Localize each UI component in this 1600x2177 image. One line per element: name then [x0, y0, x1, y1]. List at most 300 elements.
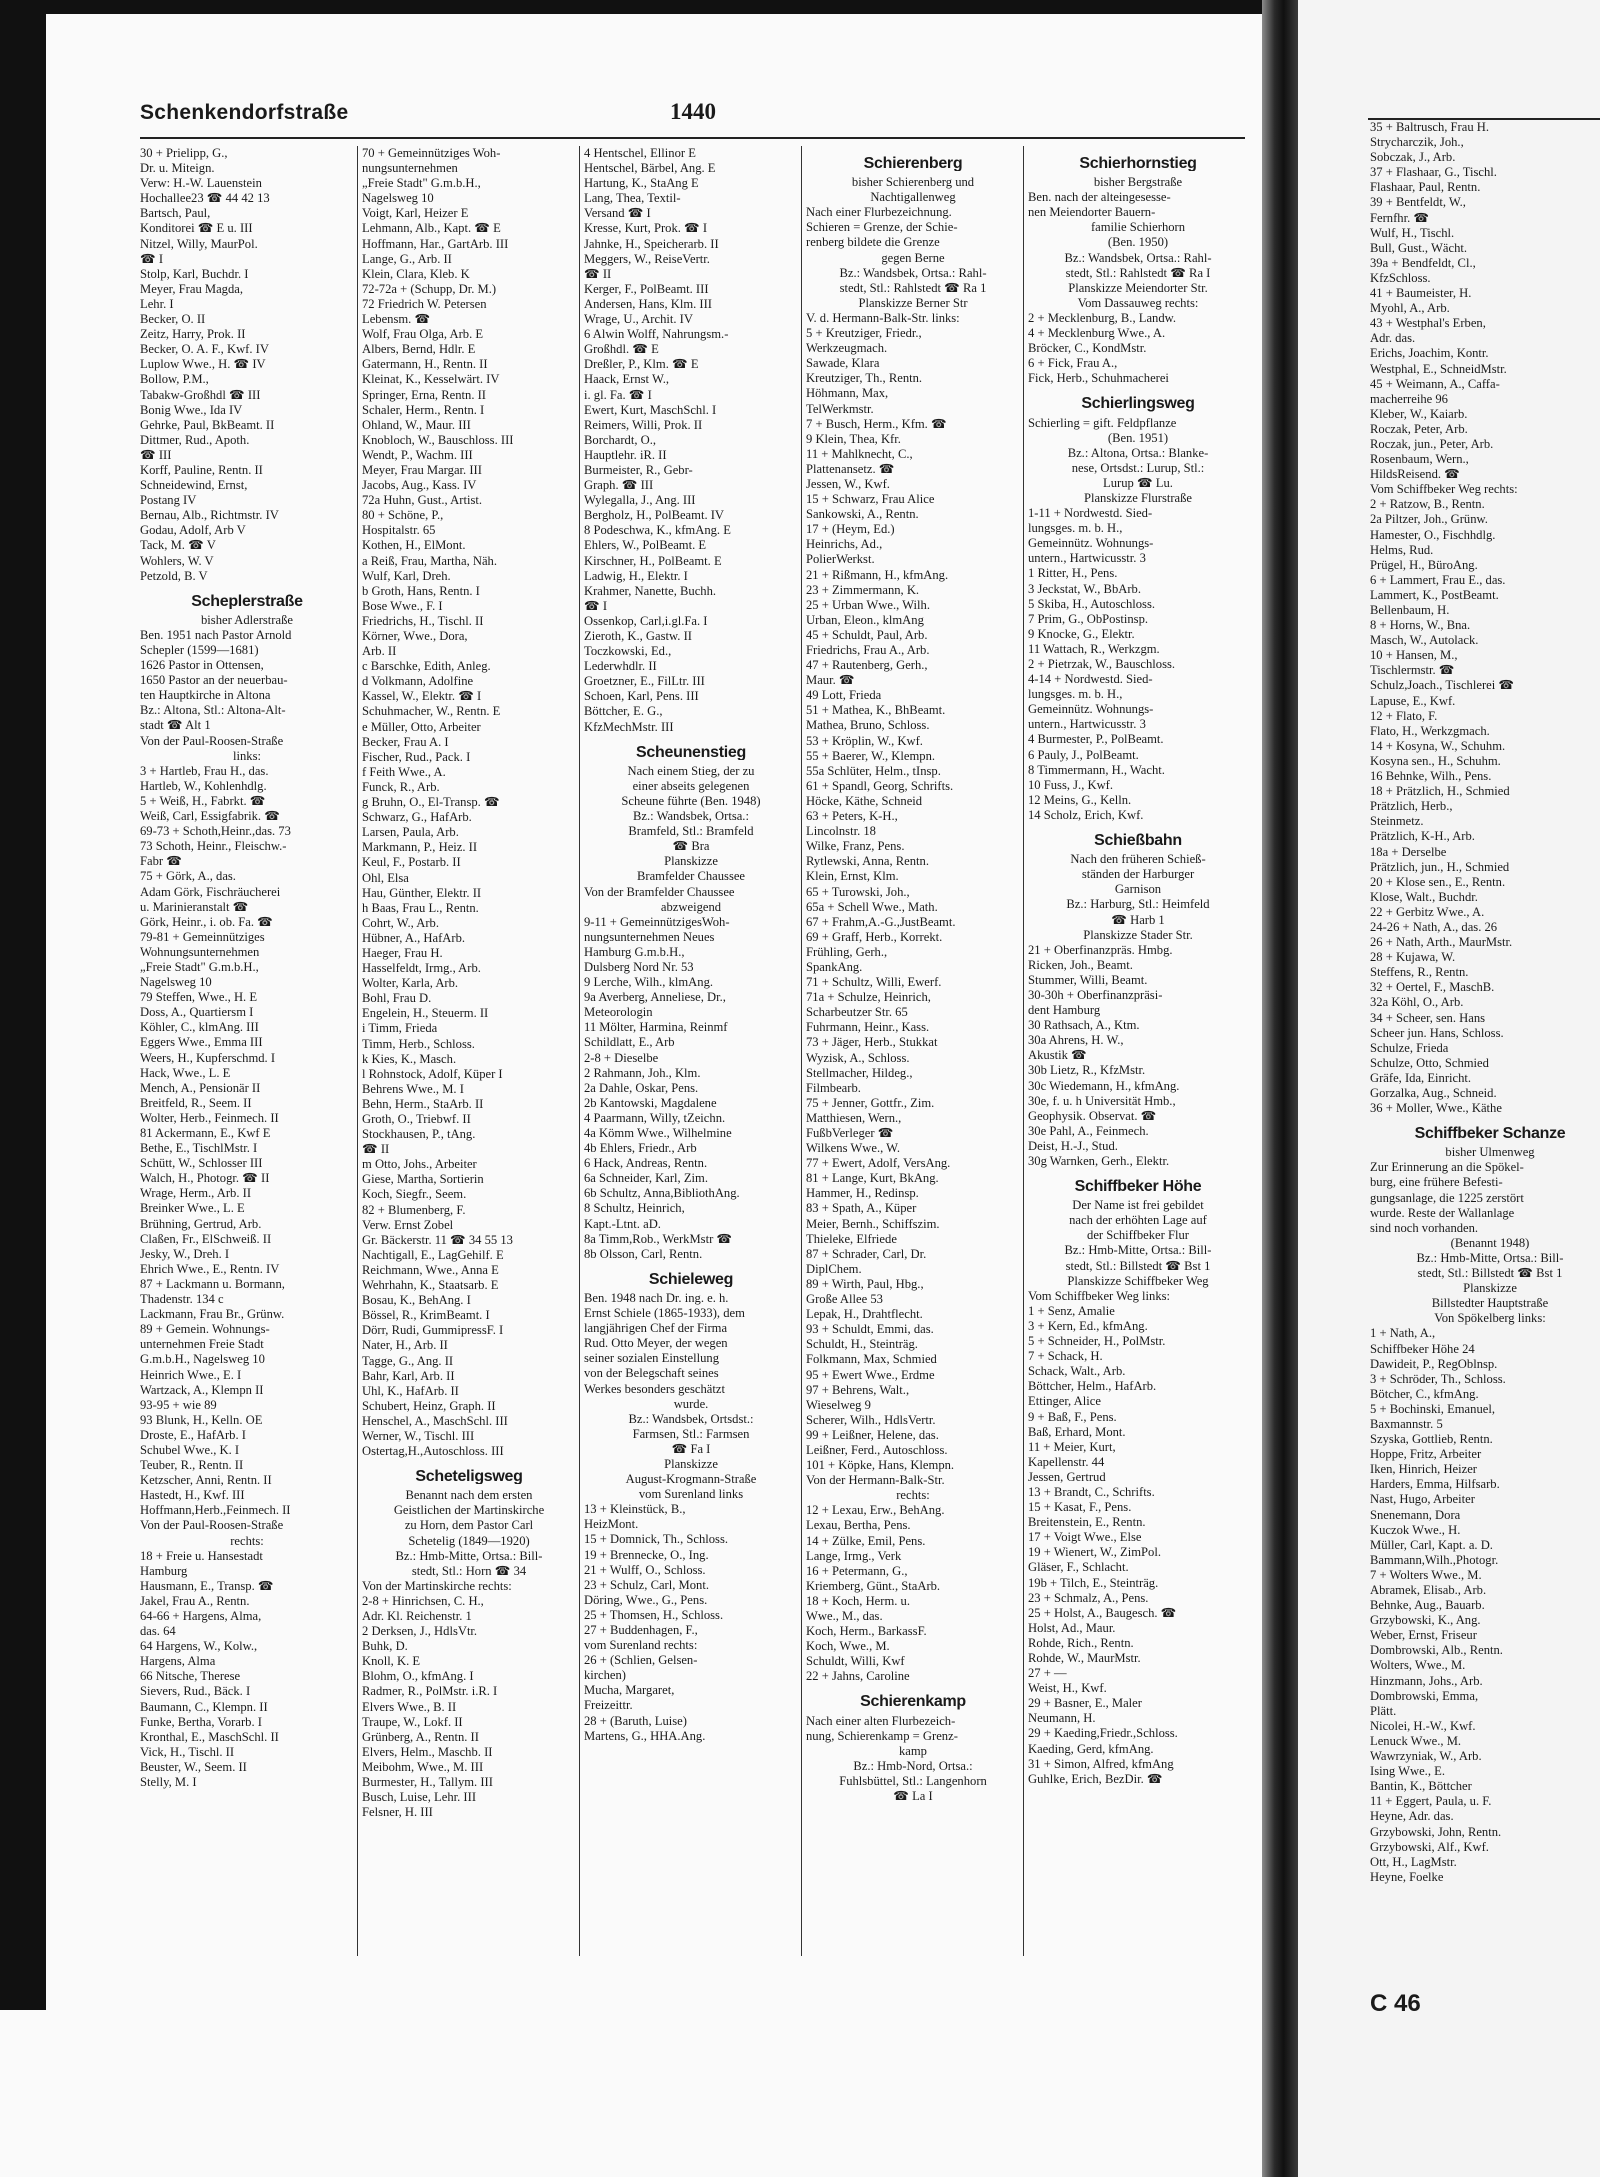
- directory-entry: 5 + Kreutziger, Friedr.,: [806, 326, 922, 341]
- directory-entry: Elvers, Helm., Maschb. II: [362, 1744, 493, 1759]
- directory-entry: 18 + Freie u. Hansestadt: [140, 1548, 263, 1563]
- directory-entry: Funck, R., Arb.: [362, 779, 440, 794]
- directory-entry: langjährigen Chef der Firma: [584, 1321, 728, 1336]
- directory-entry: Funke, Bertha, Vorarb. I: [140, 1714, 262, 1729]
- directory-entry: Beuster, W., Seem. II: [140, 1759, 247, 1774]
- directory-entry: 23 + Schmalz, A., Pens.: [1028, 1590, 1149, 1605]
- directory-entry: Hübner, A., HafArb.: [362, 930, 466, 945]
- directory-entry: Vom Schiffbeker Weg links:: [1028, 1288, 1171, 1303]
- directory-entry: 15 + Domnick, Th., Schloss.: [584, 1532, 729, 1547]
- directory-entry: Klein, Ernst, Klm.: [806, 869, 899, 884]
- street-note: Billstedter Hauptstraße: [1431, 1296, 1549, 1311]
- directory-entry: Droste, E., HafArb. I: [140, 1427, 246, 1442]
- directory-entry: 73 + Jäger, Herb., Stukkat: [806, 1035, 938, 1050]
- directory-entry: 32a Köhl, O., Arb.: [1370, 995, 1464, 1010]
- directory-entry: Lange, Irmg., Verk: [806, 1548, 902, 1563]
- directory-entry: Heinrichs, Ad.,: [806, 537, 883, 552]
- directory-entry: Zieroth, K., Gastw. II: [584, 629, 692, 643]
- directory-entry: Wrage, U., Archit. IV: [584, 312, 693, 327]
- directory-entry: Vick, H., Tischl. II: [140, 1744, 235, 1759]
- directory-entry: Fick, Herb., Schuhmacherei: [1028, 371, 1169, 386]
- directory-entry: Hartleb, W., Kohlenhdlg.: [140, 778, 267, 793]
- directory-entry: Sawade, Klara: [806, 356, 880, 371]
- directory-entry: Tagge, G., Ang. II: [362, 1353, 454, 1368]
- directory-entry: Wawrzyniak, W., Arb.: [1370, 1749, 1482, 1764]
- directory-entry: 49 Lott, Frieda: [806, 688, 882, 703]
- directory-entry: vom Surenland rechts:: [584, 1638, 698, 1653]
- directory-entry: Dombrowski, Alb., Rentn.: [1370, 1643, 1503, 1658]
- directory-entry: 10 + Hansen, M.,: [1370, 648, 1458, 663]
- directory-entry: Bernau, Alb., Richtmstr. IV: [140, 508, 279, 523]
- directory-entry: Gemeinnütz. Wohnungs-: [1028, 536, 1154, 551]
- street-note: Vom Dassauweg rechts:: [1077, 295, 1199, 310]
- directory-entry: Behrens Wwe., M. I: [362, 1081, 464, 1096]
- directory-entry: 39 + Bentfeldt, W.,: [1370, 195, 1466, 210]
- directory-entry: DiplChem.: [806, 1261, 862, 1276]
- directory-entry: FußbVerleger ☎: [806, 1126, 894, 1140]
- directory-entry: 37 + Flashaar, G., Tischl.: [1370, 165, 1497, 180]
- directory-entry: Versand ☎ I: [584, 206, 651, 221]
- directory-entry: Meggers, W., ReiseVertr.: [584, 251, 710, 266]
- directory-entry: Reimers, Willi, Prok. II: [584, 417, 703, 432]
- directory-entry: 2 + Pietrzak, W., Bauschloss.: [1028, 657, 1176, 671]
- street-heading: Schiffbeker Höhe: [1074, 1179, 1202, 1195]
- directory-entry: 41 + Baumeister, H.: [1370, 286, 1472, 301]
- directory-entry: 21 + Oberfinanzpräs. Hmbg.: [1028, 942, 1173, 957]
- directory-entry: Masch, W., Autolack.: [1370, 633, 1479, 648]
- directory-entry: k Kies, K., Masch.: [362, 1051, 457, 1066]
- directory-entry: Schwarz, G., HafArb.: [362, 810, 472, 825]
- directory-entry: Grzybowski, K., Ang.: [1370, 1613, 1481, 1628]
- directory-entry: Nagelsweg 10: [140, 975, 212, 990]
- directory-entry: 7 + Schack, H.: [1028, 1349, 1103, 1364]
- directory-entry: Szyska, Gottlieb, Rentn.: [1370, 1432, 1493, 1447]
- directory-entry: 14 + Kosyna, W., Schuhm.: [1370, 738, 1506, 753]
- directory-entry: 6 Pauly, J., PolBeamt.: [1028, 747, 1139, 762]
- street-heading: Scheteligsweg: [415, 1469, 523, 1485]
- directory-entry: 7 + Wolters Wwe., M.: [1370, 1567, 1482, 1582]
- directory-entry: 13 + Kleinstück, B.,: [584, 1502, 686, 1517]
- directory-entry: Albers, Bernd, Hdlr. E: [362, 342, 476, 357]
- directory-entry: Dr. u. Miteign.: [140, 161, 215, 176]
- directory-entry: 8b Olsson, Carl, Rentn.: [584, 1246, 703, 1261]
- directory-entry: 72-72a + (Schupp, Dr. M.): [362, 281, 497, 296]
- directory-entry: Reichmann, Wwe., Anna E: [362, 1262, 499, 1277]
- directory-entry: Freizeittr.: [584, 1698, 633, 1713]
- directory-entry: Ketzscher, Anni, Rentn. II: [140, 1473, 272, 1488]
- street-note: Bz.: Hmb-Mitte, Ortsa.: Bill-: [1416, 1250, 1564, 1265]
- street-note: stedt, Stl.: Horn ☎ 34: [411, 1563, 527, 1578]
- directory-entry: 55 + Baerer, W., Klempn.: [806, 748, 936, 763]
- directory-entry: 26 + Nath, Arth., MaurMstr.: [1370, 935, 1513, 950]
- directory-entry: PolierWerkst.: [806, 552, 875, 567]
- directory-entry: Felsner, H. III: [362, 1805, 433, 1820]
- street-note: August-Krogmann-Straße: [625, 1472, 757, 1487]
- directory-entry: Meier, Bernh., Schiffszim.: [806, 1216, 940, 1231]
- directory-column-5: [1028, 146, 1248, 1787]
- directory-entry: Kriemberg, Günt., StaArb.: [806, 1578, 941, 1593]
- directory-entry: Bonig Wwe., Ida IV: [140, 402, 243, 417]
- directory-entry: Prügel, H., BüroAng.: [1370, 557, 1478, 572]
- directory-entry: Giese, Martha, Sortierin: [362, 1172, 484, 1187]
- directory-entry: Borchardt, O.,: [584, 432, 657, 447]
- directory-entry: 18 + Prätzlich, H., Schmied: [1370, 784, 1510, 799]
- page-number: 1440: [670, 99, 716, 124]
- directory-entry: Werkzeugmach.: [806, 341, 888, 356]
- directory-entry: Von der Bramfelder Chaussee: [584, 884, 735, 899]
- directory-entry: Verw: H.-W. Lauenstein: [140, 176, 262, 191]
- street-note: ☎ Fa I: [671, 1441, 711, 1456]
- street-note: nese, Ortsdst.: Lurup, Stl.:: [1071, 460, 1205, 475]
- directory-entry: 4-14 + Nordwestd. Sied-: [1028, 672, 1153, 687]
- directory-entry: Wilke, Franz, Pens.: [806, 839, 905, 854]
- directory-entry: Schepler (1599—1681): [140, 643, 259, 657]
- directory-entry: 22 + Jahns, Caroline: [806, 1669, 910, 1684]
- directory-entry: Meyer, Frau Magda,: [140, 281, 244, 296]
- directory-entry: Schuldt, Willi, Kwf: [806, 1654, 905, 1669]
- directory-entry: Köhler, C., klmAng. III: [140, 1020, 259, 1035]
- street-note: Bramfelder Chaussee: [636, 869, 746, 884]
- directory-entry: 69 + Graff, Herb., Korrekt.: [806, 929, 943, 944]
- directory-entry: 16 + Petermann, G.,: [806, 1563, 908, 1578]
- street-note: zu Horn, dem Pastor Carl: [404, 1518, 534, 1533]
- directory-entry: Wendt, P., Wachm. III: [362, 447, 473, 462]
- directory-entry: Gorzalka, Aug., Schneid.: [1370, 1086, 1497, 1100]
- directory-entry: Vom Schiffbeker Weg rechts:: [1370, 482, 1518, 497]
- scan-border-left: [0, 0, 46, 2010]
- street-note: Garnison: [1114, 882, 1162, 897]
- directory-entry: 25 + Holst, A., Baugesch. ☎: [1028, 1605, 1177, 1620]
- page-bottom: [0, 2010, 1262, 2177]
- directory-entry: Jahnke, H., Speicherarb. II: [584, 236, 719, 251]
- directory-entry: g Bruhn, O., El-Transp. ☎: [362, 795, 500, 810]
- directory-entry: 3 + Schröder, Th., Schloss.: [1370, 1371, 1506, 1386]
- directory-entry: lungsges. m. b. H.,: [1028, 521, 1123, 536]
- directory-entry: Hoffmann,Herb.,Feinmech. II: [140, 1503, 291, 1518]
- directory-entry: l Rohnstock, Adolf, Küper I: [362, 1066, 503, 1081]
- directory-entry: sind noch vorhanden.: [1370, 1220, 1479, 1235]
- directory-entry: Dreßler, P., Klm. ☎ E: [584, 357, 699, 372]
- directory-entry: Matthiesen, Wern.,: [806, 1110, 902, 1125]
- directory-entry: macherreihe 96: [1370, 391, 1448, 406]
- directory-entry: 19b + Tilch, E., Steinträg.: [1028, 1575, 1159, 1590]
- directory-entry: 4 Burmester, P., PolBeamt.: [1028, 732, 1164, 747]
- directory-entry: Thadenstr. 134 c: [140, 1292, 224, 1307]
- street-note: Nach den früheren Schieß-: [1070, 852, 1206, 867]
- directory-entry: Nagelsweg 10: [362, 191, 434, 206]
- directory-entry: Jacobs, Aug., Kass. IV: [362, 478, 477, 493]
- directory-entry: 71a + Schulze, Heinrich,: [806, 990, 931, 1005]
- running-head: [140, 95, 1245, 139]
- directory-entry: 29 + Basner, E., Maler: [1028, 1696, 1142, 1711]
- directory-column-2: [362, 146, 576, 1820]
- directory-entry: Tabakw-Großhdl ☎ III: [140, 387, 261, 402]
- street-note: stedt, Stl.: Billstedt ☎ Bst 1: [1417, 1266, 1563, 1281]
- directory-column-1: [140, 146, 354, 1790]
- street-note: vom Surenland links: [638, 1487, 744, 1502]
- directory-entry: c Barschke, Edith, Anleg.: [362, 659, 491, 674]
- directory-entry: 65a + Schell Wwe., Math.: [806, 899, 938, 914]
- directory-entry: Springer, Erna, Rentn. II: [362, 387, 487, 402]
- directory-entry: Ossenkop, Carl,i.gl.Fa. I: [584, 613, 708, 628]
- directory-entry: Ewert, Kurt, MaschSchl. I: [584, 402, 717, 417]
- directory-entry: Helms, Rud.: [1370, 542, 1434, 557]
- directory-entry: Wolter, Karla, Arb.: [362, 976, 459, 991]
- directory-entry: Klein, Clara, Kleb. K: [362, 266, 470, 281]
- directory-entry: Kresse, Kurt, Prok. ☎ I: [584, 221, 708, 236]
- directory-entry: 26 + (Schlien, Gelsen-: [584, 1653, 698, 1668]
- directory-entry: Müller, Carl, Kapt. a. D.: [1370, 1537, 1493, 1552]
- directory-entry: 12 + Lexau, Erw., BehAng.: [806, 1503, 945, 1518]
- directory-entry: ☎ I: [584, 598, 608, 613]
- directory-entry: Cohrt, W., Arb.: [362, 915, 439, 930]
- directory-entry: 45 + Schuldt, Paul, Arb.: [806, 627, 928, 642]
- directory-entry: Lepak, H., Drahtflecht.: [806, 1307, 923, 1322]
- directory-entry: Henschel, A., MaschSchl. III: [362, 1413, 508, 1428]
- directory-entry: Lackmann, Frau Br., Grünw.: [140, 1307, 285, 1322]
- directory-entry: 27 + Buddenhagen, F.,: [584, 1623, 698, 1637]
- directory-entry: Plattenansetz. ☎: [806, 461, 895, 476]
- directory-entry: 15 + Kasat, F., Pens.: [1028, 1500, 1132, 1515]
- directory-entry: Doss, A., Quartiersm I: [140, 1005, 254, 1020]
- directory-entry: 30e, f. u. h Universität Hmb.,: [1028, 1093, 1176, 1108]
- directory-entry: Hack, Wwe., L. E: [140, 1065, 231, 1080]
- directory-entry: Flato, H., Werkzgmach.: [1370, 723, 1490, 738]
- directory-entry: Strycharczik, Joh.,: [1370, 135, 1464, 150]
- directory-entry: Dörr, Rudi, GummipressF. I: [362, 1323, 504, 1338]
- directory-entry: Kapellenstr. 44: [1028, 1454, 1105, 1469]
- directory-entry: Böttcher, E. G.,: [584, 704, 663, 719]
- street-note: (Ben. 1951): [1107, 430, 1169, 445]
- directory-entry: 9 + Baß, F., Pens.: [1028, 1409, 1117, 1424]
- directory-entry: 72 Friedrich W. Petersen: [362, 296, 487, 311]
- directory-entry: 64-66 + Hargens, Alma,: [140, 1609, 262, 1623]
- directory-entry: Holst, Ad., Maur.: [1028, 1620, 1116, 1635]
- directory-entry: 53 + Kröplin, W., Kwf.: [806, 733, 923, 748]
- directory-entry: 9-11 + GemeinnützigesWoh-: [584, 914, 730, 929]
- directory-entry: 69-73 + Schoth,Heinr.,das. 73: [140, 824, 291, 839]
- directory-entry: ☎ II: [362, 1142, 390, 1157]
- directory-entry: stadt ☎ Alt 1: [140, 718, 211, 733]
- directory-entry: 9 Klein, Thea, Kfr.: [806, 431, 901, 446]
- directory-entry: 18a + Derselbe: [1370, 844, 1447, 859]
- directory-entry: Iken, Hinrich, Heizer: [1370, 1462, 1477, 1477]
- street-note: Bz.: Harburg, Stl.: Heimfeld: [1066, 897, 1210, 912]
- street-note: Planskizze Berner Str: [858, 295, 968, 310]
- directory-entry: Bz.: Altona, Stl.: Altona-Alt-: [140, 703, 286, 718]
- directory-entry: Schulze, Otto, Schmied: [1370, 1055, 1489, 1070]
- street-note: Planskizze: [1463, 1281, 1517, 1296]
- directory-entry: e Müller, Otto, Arbeiter: [362, 719, 481, 734]
- directory-entry: 73 Schoth, Heinr., Fleischw.-: [140, 839, 287, 854]
- directory-entry: Ostertag,H.,Autoschloss. III: [362, 1444, 504, 1459]
- directory-entry: i Timm, Frieda: [362, 1021, 438, 1036]
- directory-entry: Fuhrmann, Heinr., Kass.: [806, 1020, 930, 1035]
- directory-entry: 77 + Ewert, Adolf, VersAng.: [806, 1156, 951, 1171]
- directory-entry: 17 + (Heym, Ed.): [806, 522, 895, 537]
- directory-entry: Hau, Günther, Elektr. II: [362, 885, 482, 900]
- directory-entry: Rosenbaum, Wern.,: [1370, 452, 1469, 467]
- directory-entry: G.m.b.H., Nagelsweg 10: [140, 1352, 265, 1367]
- directory-entry: Schulz,Joach., Tischlerei ☎: [1370, 678, 1515, 693]
- directory-entry: Geophysik. Observat. ☎: [1028, 1108, 1157, 1123]
- directory-entry: Wieselweg 9: [806, 1397, 871, 1412]
- directory-entry: 2a Dahle, Oskar, Pens.: [584, 1080, 699, 1095]
- directory-entry: Neumann, H.: [1028, 1711, 1096, 1726]
- directory-entry: Ettinger, Alice: [1028, 1394, 1101, 1409]
- directory-entry: 21 + Wulff, O., Schloss.: [584, 1562, 706, 1577]
- directory-entry: Koch, Herm., BarkassF.: [806, 1624, 927, 1639]
- column-divider: [1023, 146, 1024, 1956]
- directory-entry: 61 + Spandl, Georg, Schrifts.: [806, 778, 954, 793]
- directory-entry: f Feith Wwe., A.: [362, 764, 446, 779]
- directory-entry: Böttcher, Helm., HafArb.: [1028, 1379, 1157, 1394]
- directory-entry: Sobczak, J., Arb.: [1370, 150, 1456, 165]
- directory-entry: ten Hauptkirche in Altona: [140, 688, 271, 703]
- street-note: familie Schierhorn: [1090, 220, 1186, 235]
- street-note: ☎ La I: [893, 1789, 933, 1804]
- directory-entry: Maur. ☎: [806, 673, 855, 688]
- street-note: Fuhlsbüttel, Stl.: Langenhorn: [839, 1773, 987, 1788]
- directory-entry: Konditorei ☎ E u. III: [140, 221, 253, 236]
- directory-entry: Hamburg: [140, 1563, 188, 1578]
- directory-entry: 11 + Eggert, Paula, u. F.: [1370, 1794, 1492, 1809]
- directory-entry: Klose, Walt., Buchdr.: [1370, 889, 1478, 904]
- directory-entry: 22 + Gerbitz Wwe., A.: [1370, 904, 1485, 919]
- directory-entry: Kerger, F., PolBeamt. III: [584, 281, 709, 296]
- street-note: Planskizze: [664, 1456, 718, 1471]
- directory-entry: 36 + Moller, Wwe., Käthe: [1370, 1101, 1502, 1116]
- directory-entry: Höhmann, Max,: [806, 386, 889, 401]
- directory-entry: 8 Schultz, Heinrich,: [584, 1201, 685, 1216]
- directory-entry: 34 + Scheer, sen. Hans: [1370, 1010, 1486, 1025]
- directory-entry: 89 + Wirth, Paul, Hbg.,: [806, 1276, 924, 1291]
- directory-entry: 55a Schlüter, Helm., tInsp.: [806, 763, 941, 778]
- directory-entry: Sievers, Rud., Bäck. I: [140, 1684, 251, 1699]
- directory-entry: Schubert, Heinz, Graph. II: [362, 1398, 496, 1413]
- directory-entry: 4b Ehlers, Friedr., Arb: [584, 1141, 697, 1156]
- street-note: Planskizze Schiffbeker Weg: [1067, 1273, 1209, 1288]
- directory-entry: Stelly, M. I: [140, 1775, 197, 1790]
- street-note: einer abseits gelegenen: [632, 778, 750, 793]
- directory-entry: Ben. 1951 nach Pastor Arnold: [140, 627, 292, 642]
- directory-entry: 87 + Schrader, Carl, Dr.: [806, 1246, 927, 1261]
- directory-entry: 30-30h + Oberfinanzpräsi-: [1028, 987, 1163, 1002]
- directory-entry: Bethe, E., TischlMstr. I: [140, 1141, 258, 1156]
- directory-entry: Bose Wwe., F. I: [362, 598, 443, 613]
- directory-entry: Wilkens Wwe., W.: [806, 1141, 901, 1156]
- street-note: ☎ Harb 1: [1111, 912, 1165, 927]
- directory-entry: 23 + Schulz, Carl, Mont.: [584, 1577, 709, 1592]
- directory-entry: Wulf, Karl, Dreh.: [362, 568, 451, 583]
- street-note: nach der erhöhten Lage auf: [1069, 1213, 1207, 1228]
- directory-entry: Becker, O. A. F., Kwf. IV: [140, 342, 269, 357]
- street-heading: Schierhornstieg: [1079, 156, 1197, 172]
- directory-entry: Verw. Ernst Zobel: [362, 1217, 454, 1232]
- directory-entry: Groetzner, E., FilLtr. III: [584, 674, 705, 689]
- directory-entry: 6a Schneider, Karl, Zim.: [584, 1171, 708, 1186]
- directory-entry: 75 + Görk, A., das.: [140, 869, 236, 884]
- directory-entry: Rud. Otto Meyer, der wegen: [584, 1336, 728, 1351]
- directory-entry: Leißner, Ferd., Autoschloss.: [806, 1442, 948, 1457]
- directory-entry: Ohland, W., Maur. III: [362, 417, 471, 432]
- directory-entry: Andersen, Hans, Klm. III: [584, 296, 713, 311]
- directory-entry: Harders, Emma, Hilfsarb.: [1370, 1477, 1500, 1492]
- directory-entry: Bartsch, Paul,: [140, 206, 211, 221]
- directory-entry: Larsen, Paula, Arb.: [362, 825, 459, 840]
- directory-entry: 2b Kantowski, Magdalene: [584, 1095, 717, 1110]
- street-note: bisher Schierenberg und: [851, 175, 975, 190]
- directory-entry: 21 + Rißmann, H., kfmAng.: [806, 567, 949, 582]
- directory-entry: Guhlke, Erich, BezDir. ☎: [1028, 1771, 1163, 1786]
- directory-entry: 28 + Kujawa, W.: [1370, 950, 1456, 965]
- directory-entry: 19 + Wienert, W., ZimPol.: [1028, 1545, 1161, 1560]
- directory-entry: 63 + Peters, K-H.,: [806, 809, 898, 824]
- directory-entry: Steffens, R., Rentn.: [1370, 965, 1469, 980]
- directory-entry: Kothen, H., ElMont.: [362, 538, 466, 553]
- directory-entry: 35 + Baltrusch, Frau H.: [1370, 120, 1490, 134]
- directory-entry: 14 Scholz, Erich, Kwf.: [1028, 807, 1144, 822]
- directory-entry: Schoen, Karl, Pens. III: [584, 689, 699, 704]
- directory-entry: Kassel, W., Elektr. ☎ I: [362, 689, 482, 704]
- directory-entry: Nater, H., Arb. II: [362, 1338, 448, 1353]
- street-note: Schetelig (1849—1920): [408, 1533, 530, 1548]
- directory-entry: Lange, G., Arb. II: [362, 251, 452, 266]
- directory-entry: 8 + Horns, W., Bna.: [1370, 618, 1471, 633]
- directory-entry: 11 Mölter, Harmina, Reinmf: [584, 1020, 728, 1035]
- street-note: ☎ Bra: [672, 839, 710, 854]
- directory-entry: Ohl, Elsa: [362, 870, 409, 885]
- directory-entry: Görk, Heinr., i. ob. Fa. ☎: [140, 914, 273, 929]
- directory-entry: gungsanlage, die 1225 zerstört: [1370, 1190, 1524, 1205]
- directory-entry: 30a Ahrens, H. W.,: [1028, 1033, 1124, 1048]
- directory-entry: Burmester, H., Tallym. III: [362, 1775, 493, 1790]
- directory-entry: Sankowski, A., Rentn.: [806, 507, 919, 522]
- directory-entry: Ben. nach der alteingesesse-: [1028, 190, 1171, 205]
- directory-entry: Döring, Wwe., G., Pens.: [584, 1592, 708, 1607]
- directory-entry: 47 + Rautenberg, Gerh.,: [806, 658, 928, 673]
- directory-entry: 75 + Jenner, Gottfr., Zim.: [806, 1095, 935, 1110]
- directory-entry: Lincolnstr. 18: [806, 824, 876, 839]
- directory-entry: 80 + Schöne, P.,: [362, 508, 444, 523]
- directory-entry: 3 Jeckstat, W., BbArb.: [1028, 581, 1141, 596]
- directory-entry: kirchen): [584, 1668, 626, 1683]
- directory-entry: unternehmen Freie Stadt: [140, 1337, 264, 1352]
- directory-entry: Weber, Ernst, Friseur: [1370, 1628, 1477, 1643]
- directory-entry: 6b Schultz, Anna,BibliothAng.: [584, 1186, 740, 1201]
- directory-entry: 32 + Oertel, F., MaschB.: [1370, 980, 1495, 995]
- directory-entry: Claßen, Fr., ElSchweiß. II: [140, 1231, 272, 1246]
- directory-entry: Haeger, Frau H.: [362, 945, 443, 960]
- directory-entry: Bull, Gust., Wächt.: [1370, 240, 1468, 255]
- directory-entry: 101 + Köpke, Hans, Klempn.: [806, 1458, 955, 1473]
- street-heading: Schierlingsweg: [1081, 396, 1195, 412]
- directory-entry: Friedrichs, H., Tischl. II: [362, 613, 484, 628]
- directory-entry: Jessen, Gertrud: [1028, 1469, 1106, 1484]
- directory-entry: 24-26 + Nath, A., das. 26: [1370, 919, 1498, 934]
- directory-entry: m Otto, Johs., Arbeiter: [362, 1157, 477, 1172]
- directory-entry: Haack, Ernst W.,: [584, 372, 669, 387]
- directory-entry: Scheer jun. Hans, Schloss.: [1370, 1025, 1504, 1040]
- directory-entry: Rohde, Rich., Rentn.: [1028, 1635, 1134, 1650]
- directory-entry: burg, eine frühere Befesti-: [1370, 1175, 1503, 1190]
- street-note: Planskizze Meiendorter Str.: [1068, 280, 1208, 295]
- directory-entry: Schulze, Frieda: [1370, 1040, 1449, 1055]
- directory-entry: Großhdl. ☎ E: [584, 342, 659, 357]
- directory-entry: 2-8 + Hinrichsen, C. H.,: [362, 1593, 484, 1608]
- directory-entry: Weist, H., Kwf.: [1028, 1681, 1107, 1696]
- directory-entry: Fabr ☎: [140, 854, 182, 869]
